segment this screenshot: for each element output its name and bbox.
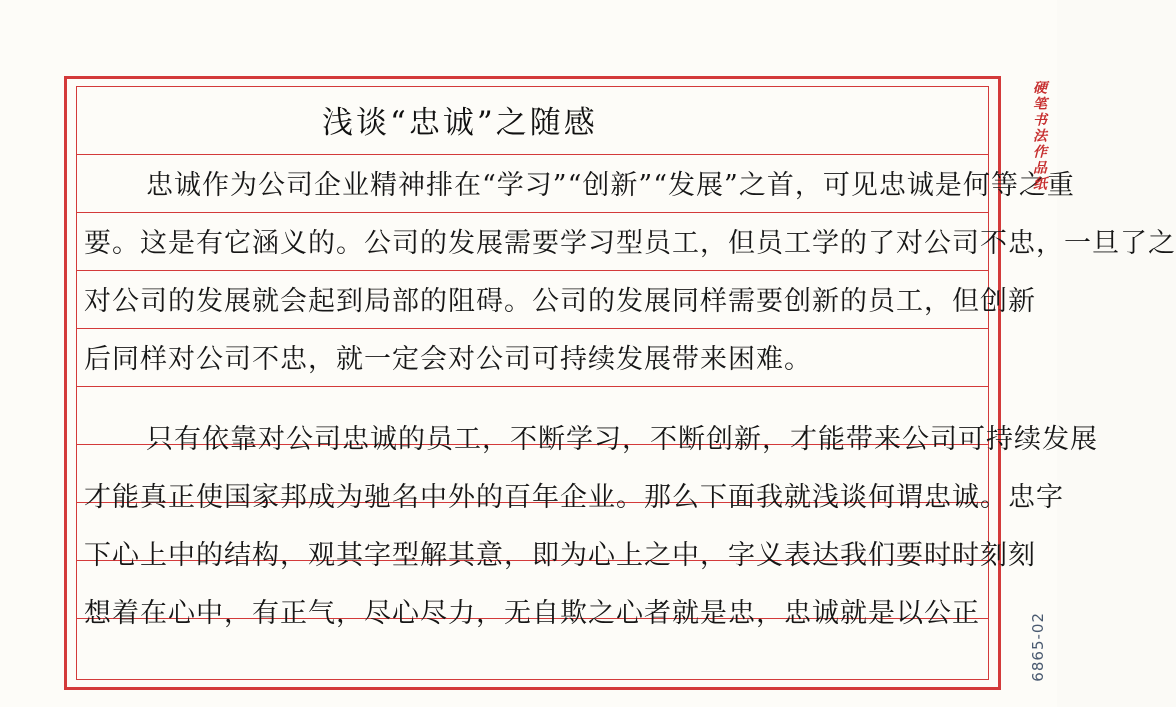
- ruled-line: [76, 212, 989, 213]
- essay-line: 才能真正使国家邦成为驰名中外的百年企业。那么下面我就浅谈何谓忠诚。忠字: [84, 482, 1064, 513]
- essay-line: 下心上中的结构，观其字型解其意，即为心上之中，字义表达我们要时时刻刻: [84, 540, 1036, 571]
- essay-line: 要。这是有它涵义的。公司的发展需要学习型员工，但员工学的了对公司不忠，一旦了之: [84, 228, 1176, 259]
- essay-line: 后同样对公司不忠，就一定会对公司可持续发展带来困难。: [84, 344, 812, 375]
- essay-line: 忠诚作为公司企业精神排在“学习”“创新”“发展”之首，可见忠诚是何等之重: [146, 170, 1075, 201]
- essay-title: 浅谈“忠诚”之随感: [322, 105, 598, 141]
- essay-line: 想着在心中，有正气，尽心尽力，无自欺之心者就是忠，忠诚就是以公正: [84, 598, 980, 629]
- essay-line: 对公司的发展就会起到局部的阻碍。公司的发展同样需要创新的员工，但创新: [84, 286, 1036, 317]
- ruled-line: [76, 270, 989, 271]
- ruled-line: [76, 328, 989, 329]
- ruled-line: [76, 154, 989, 155]
- ruled-line: [76, 386, 989, 387]
- essay-line: 只有依靠对公司忠诚的员工，不断学习，不断创新，才能带来公司可持续发展: [146, 424, 1098, 455]
- paper-brand-label: 硬笔书法作品纸: [1031, 80, 1047, 192]
- catalog-code: 6865-02: [1029, 612, 1047, 682]
